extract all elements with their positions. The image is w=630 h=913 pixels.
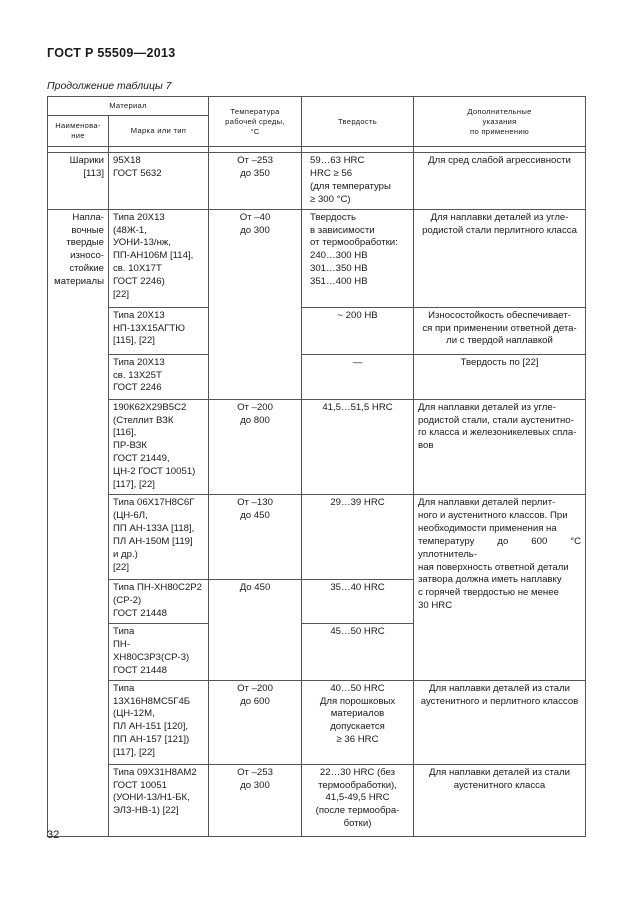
cell-hardness: ~ 200 НВ: [302, 307, 414, 354]
cell-grade: 95Х18 ГОСТ 5632: [109, 153, 209, 210]
page-number: 32: [47, 829, 60, 841]
header-material: Материал: [48, 97, 209, 116]
cell-note: Твердость по [22]: [414, 354, 586, 399]
table-row: [48, 494, 586, 579]
cell-hardness: Твердость в зависимости от термообработки: 240…300 НВ 301…350 НВ 351…400 НВ: [302, 209, 414, 307]
header-name: Наименова- ние: [48, 116, 109, 147]
cell-hardness: 29…39 HRC: [302, 494, 414, 579]
header-temperature: Температура рабочей среды, °С: [209, 97, 302, 147]
cell-grade: 190К62Х29В5С2 (Стеллит ВЗК [116], ПР-ВЗК ГОСТ 21449, ЦН-2 ГОСТ 10051) [117], [22]: [109, 399, 209, 494]
cell-hardness: 41,5…51,5 HRC: [302, 399, 414, 494]
cell-note: Для наплавки деталей перлит- ного и аустенитного классов. При необходимости применения на температуру до 600 °С уплотнитель- ная поверхность ответной детали затвора должна иметь наплавку с горячей твердостью не менее 30 HRC: [414, 494, 586, 680]
cell-hardness: 40…50 HRC Для порошковых материалов допускается ≥ 36 HRC: [302, 680, 414, 764]
cell-grade: Типа 20Х13 (48Ж-1, УОНИ-13/нж, ПП-АН106М [114], св. 10Х17Т ГОСТ 2246) [22]: [109, 209, 209, 307]
header-notes: Дополнительные указания по применению: [414, 97, 586, 147]
cell-name: Шарики [113]: [48, 153, 109, 210]
cell-note: Для сред слабой агрессивности: [414, 153, 586, 210]
cell-hardness: —: [302, 354, 414, 399]
table-row: [48, 307, 586, 354]
cell-temperature: От –200 до 600: [209, 680, 302, 764]
cell-note: Для наплавки деталей из угле- родистой стали, стали аустенитно- го класса и железоникелевых спла- вов: [414, 399, 586, 494]
table-row: [48, 354, 586, 399]
cell-note: Для наплавки деталей из стали аустенитного и перлитного классов: [414, 680, 586, 764]
cell-temperature: От –40 до 300: [209, 209, 302, 399]
cell-hardness: 22…30 HRC (без термообработки), 41,5-49,5 HRC (после термообра- ботки): [302, 764, 414, 836]
cell-grade: Типа ПН-ХН80С2Р2 (СР-2) ГОСТ 21448: [109, 579, 209, 623]
cell-temperature: До 450: [209, 579, 302, 680]
table-row: [48, 680, 586, 764]
header-grade: Марка или тип: [109, 116, 209, 147]
cell-temperature: От –200 до 800: [209, 399, 302, 494]
cell-note: Для наплавки деталей из угле- родистой стали перлитного класса: [414, 209, 586, 307]
cell-grade: Типа 06Х17Н8С6Г (ЦН-6Л, ПП АН-133А [118], ПЛ АН-150М [119] и др.) [22]: [109, 494, 209, 579]
cell-grade: Типа 20Х13 св. 13Х25Т ГОСТ 2246: [109, 354, 209, 399]
table-row: [48, 399, 586, 494]
cell-grade: Типа ПН-ХН80С3Р3(СР-3) ГОСТ 21448: [109, 623, 209, 680]
cell-grade: Типа 09Х31Н8АМ2 ГОСТ 10051 (УОНИ-13/Н1-БК, ЭЛЗ-НВ-1) [22]: [109, 764, 209, 836]
cell-note: Износостойкость обеспечивает- ся при применении ответной дета- ли с твердой наплавкой: [414, 307, 586, 354]
cell-temperature: От –130 до 450: [209, 494, 302, 579]
cell-name: Напла- вочные твердые износо- стойкие материалы: [48, 209, 109, 836]
cell-grade: Типа 13Х16Н8МС5Г4Б (ЦН-12М, ПЛ АН-151 [120], ПП АН-157 [121]) [117], [22]: [109, 680, 209, 764]
cell-grade: Типа 20Х13 НП-13Х15АГТЮ [115], [22]: [109, 307, 209, 354]
cell-note: Для наплавки деталей из стали аустенитного класса: [414, 764, 586, 836]
document-title: ГОСТ Р 55509—2013: [47, 46, 176, 60]
table-row: [48, 764, 586, 836]
cell-hardness: 59…63 HRC HRC ≥ 56 (для температуры ≥ 300 °С): [302, 153, 414, 210]
table-caption: Продолжение таблицы 7: [47, 80, 172, 92]
cell-temperature: От –253 до 350: [209, 153, 302, 210]
cell-temperature: От –253 до 300: [209, 764, 302, 836]
cell-hardness: 45…50 HRC: [302, 623, 414, 680]
materials-table: [47, 96, 586, 837]
cell-hardness: 35…40 HRC: [302, 579, 414, 623]
table-row: [48, 209, 586, 307]
table-row: [48, 153, 586, 210]
header-hardness: Твердость: [302, 97, 414, 147]
header-row-1: [48, 97, 586, 116]
